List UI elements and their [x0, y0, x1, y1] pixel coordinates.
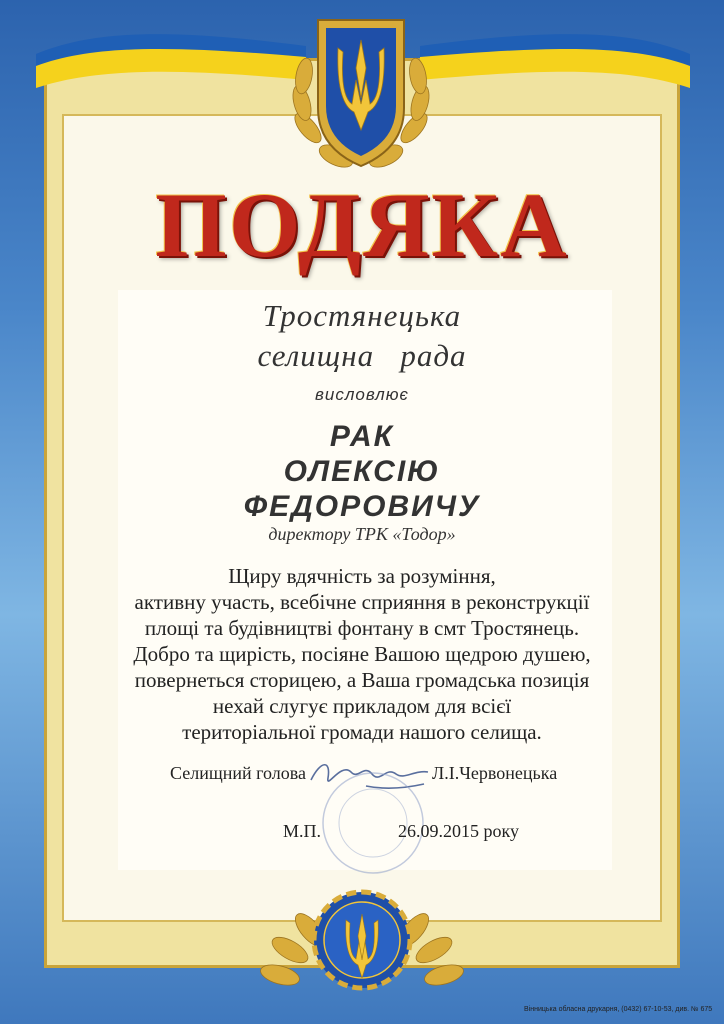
- gratitude-line: Щиру вдячність за розуміння,: [228, 564, 496, 588]
- organization-name-line2: селищна рада: [257, 338, 467, 373]
- expresses-label: висловлює: [315, 385, 409, 404]
- gratitude-line: площі та будівництві фонтану в смт Тростянець.: [144, 616, 580, 640]
- gratitude-line: нехай слугує прикладом для всієї: [212, 694, 512, 718]
- organization-name-line1: Тростянецька: [262, 298, 462, 333]
- gratitude-line: повернеться сторицею, а Ваша громадська позиція: [134, 668, 590, 692]
- certificate-title: ПОДЯКА: [155, 174, 569, 276]
- recipient-first-name: ОЛЕКСІЮ: [283, 455, 441, 488]
- gratitude-line: Добро та щирість, посіяне Вашою щедрою душею,: [133, 642, 591, 666]
- ukrainian-flag-ribbon-right: [420, 24, 690, 88]
- ukrainian-flag-ribbon-left: [36, 24, 306, 88]
- recipient-position: директору ТРК «Тодор»: [268, 524, 456, 544]
- gratitude-text: [0, 563, 724, 745]
- certificate-date: 26.09.2015 року: [398, 821, 519, 841]
- stamp-label: М.П.: [283, 821, 322, 841]
- recipient-surname: РАК: [329, 420, 395, 453]
- gratitude-line: активну участь, всебічне сприяння в реконструкції: [134, 590, 590, 614]
- recipient-patronymic: ФЕДОРОВИЧУ: [243, 490, 481, 523]
- trident-coat-of-arms-icon: [286, 8, 436, 178]
- signatory-title: Селищний голова: [170, 763, 307, 783]
- signatory-name: Л.І.Червонецька: [432, 763, 558, 783]
- printer-note: Вінницька обласна друкарня, (0432) 67-10-53, див. № 675: [524, 1006, 713, 1013]
- trident-gear-emblem-icon: [250, 870, 474, 1000]
- gratitude-line: територіальної громади нашого селища.: [182, 720, 542, 744]
